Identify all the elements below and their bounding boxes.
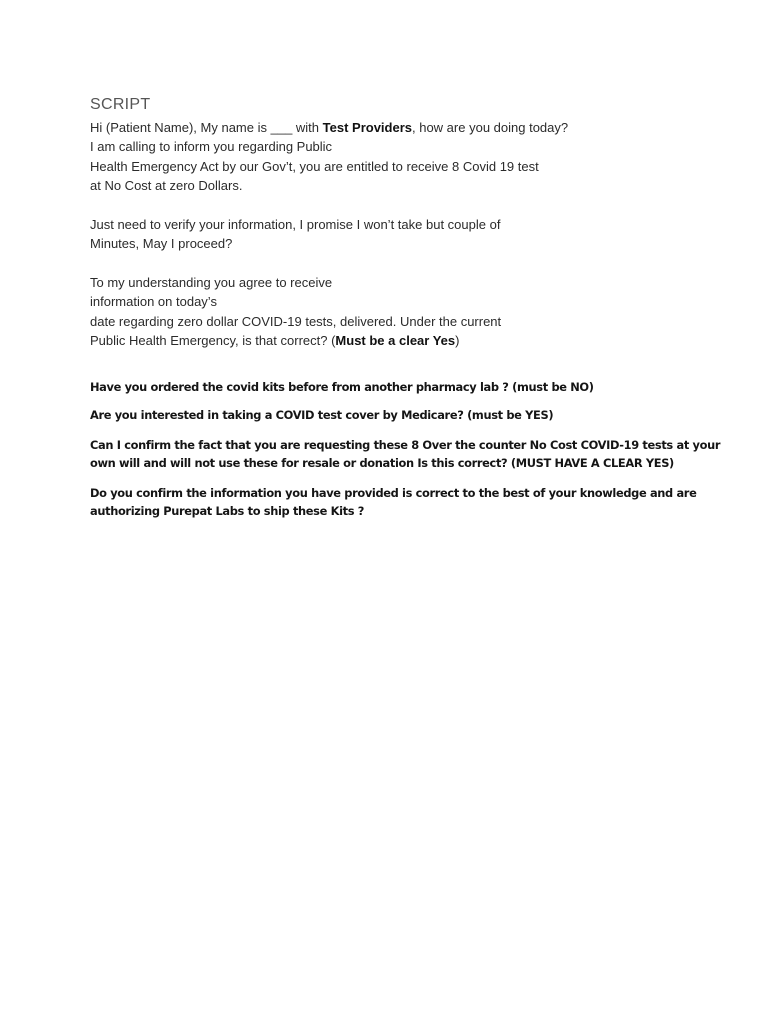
consent-line-4 (90, 331, 710, 350)
question-2-line-1: Are you interested in taking a COVID test cover by Medicare? (must be YES) (90, 408, 554, 422)
intro-line-1-end: , how are you doing today? (412, 120, 569, 135)
question-1-line-1: Have you ordered the covid kits before from another pharmacy lab ? (must be NO) (90, 380, 594, 394)
question-4-line-1: Do you confirm the information you have provided is correct to the best of your knowledge and are (90, 486, 697, 500)
consent-line-4-end: ) (455, 332, 460, 348)
verify-paragraph (90, 215, 710, 254)
intro-line-3: Health Emergency Act by our Gov’t, you are entitled to receive 8 Covid 19 test (90, 158, 539, 174)
intro-line-1 (90, 118, 710, 137)
question-4 (90, 484, 697, 520)
clear-yes-note: Must be a clear Yes (335, 332, 456, 348)
question-4-line-2: authorizing Purepat Labs to ship these Kits ? (90, 504, 365, 518)
intro-line-1-start: Hi (Patient Name), My name is ___ with (90, 120, 323, 135)
consent-line-3: date regarding zero dollar COVID-19 tests, delivered. Under the current (90, 313, 502, 329)
intro-paragraph (90, 118, 710, 195)
consent-line-1: To my understanding you agree to receive (90, 275, 333, 290)
document-title: SCRIPT (90, 96, 151, 113)
company-name: Test Providers (322, 120, 412, 135)
consent-line-2: information on today’s (90, 294, 217, 310)
question-2 (90, 406, 690, 424)
question-3 (90, 436, 721, 472)
question-1 (90, 378, 690, 396)
verify-line-2: Minutes, May I proceed? (90, 236, 233, 252)
intro-line-4: at No Cost at zero Dollars. (90, 177, 243, 193)
question-3-line-1: Can I confirm the fact that you are requesting these 8 Over the counter No Cost COVID-19 tests at your (90, 438, 721, 452)
intro-line-2: I am calling to inform you regarding Public (90, 139, 333, 155)
verify-line-1: Just need to verify your information, I promise I won’t take but couple of (90, 217, 501, 232)
consent-line-4-start: Public Health Emergency, is that correct? ( (90, 332, 336, 348)
question-3-line-2: own will and will not use these for resale or donation Is this correct? (MUST HAVE A CLEAR YES) (90, 456, 674, 470)
consent-paragraph (90, 273, 710, 350)
